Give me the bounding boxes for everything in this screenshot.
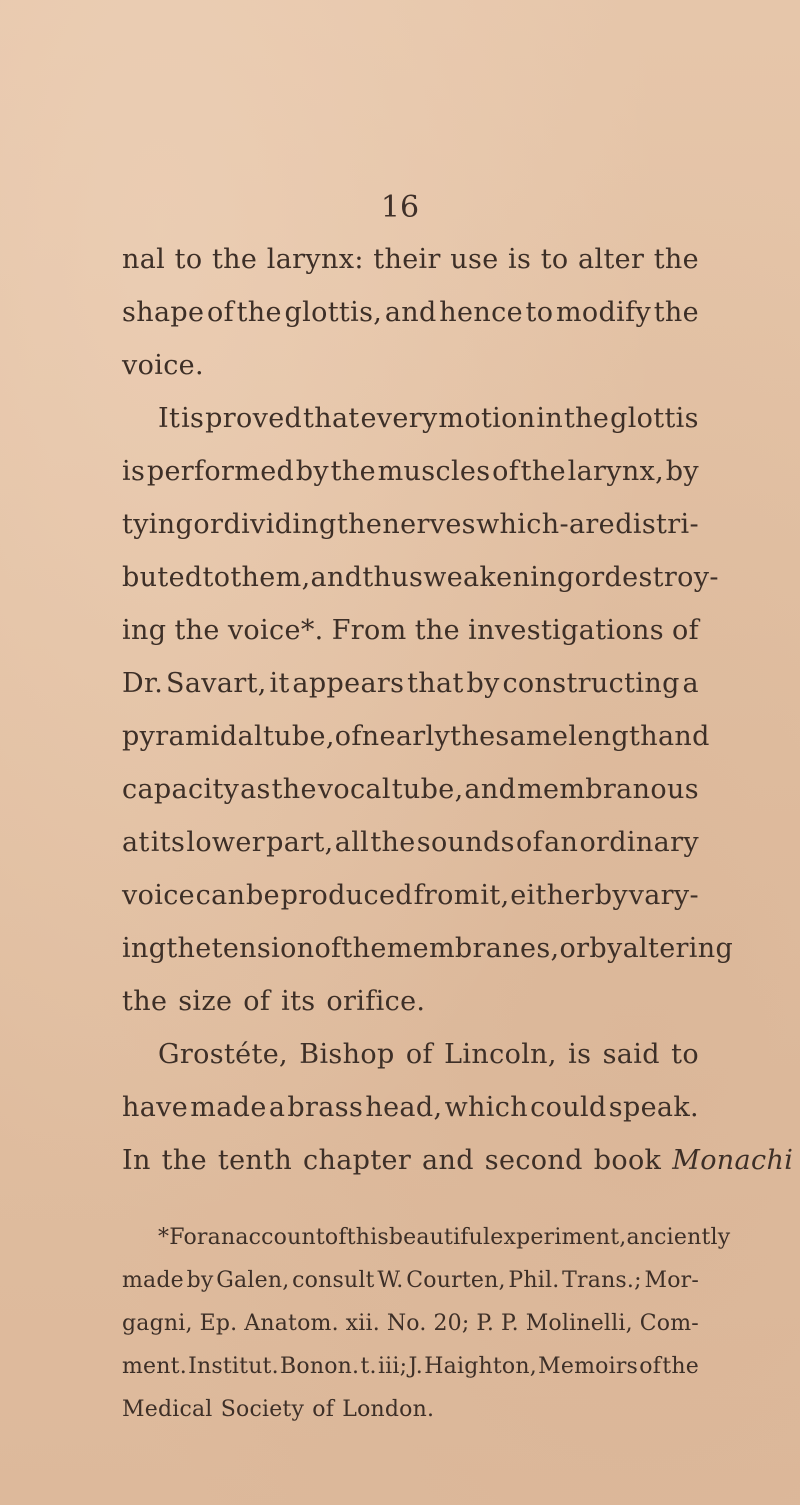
word: xii. [345,1311,380,1336]
word: motion [438,403,536,434]
word: brass [287,1092,364,1123]
word: hence [439,297,523,328]
word: use [450,244,499,275]
word: sounds [416,827,515,858]
word: t. [360,1354,377,1379]
word: investigations [468,615,664,646]
word: alter [578,244,645,275]
word: by [594,880,628,911]
word: that [303,403,360,434]
word: altering [622,933,734,964]
word: P. [501,1311,519,1336]
footnote-line: Medical Society of London. [122,1397,435,1422]
body-line [122,933,734,964]
word: same [495,721,569,752]
word: account [235,1225,325,1250]
page-number: 16 [380,190,420,225]
word: at [122,827,150,858]
word: them, [230,562,311,593]
word: this [346,1225,389,1250]
word: larynx: [266,244,364,275]
word: from [413,880,480,911]
body-line-text: In the tenth chapter and second book [122,1145,673,1176]
word: and [310,562,363,593]
word: part, [266,827,334,858]
word: Lincoln, [444,1039,557,1070]
word: have [122,1092,189,1123]
word: constructing [502,668,680,699]
word: as [240,774,271,805]
word: an [207,1225,236,1250]
word: iii; [377,1354,408,1379]
footnote-line [158,1225,731,1250]
word: pyramidal [122,721,263,752]
body-line [122,615,699,646]
word: the [336,509,383,540]
word: Bishop [299,1039,395,1070]
word: an [544,827,579,858]
word: of [206,297,234,328]
word: Galen, [216,1268,290,1293]
word: tying [122,509,194,540]
word: and [464,774,517,805]
word: is [122,456,146,487]
word: to [525,297,554,328]
word: nearly [361,721,451,752]
word: can [195,880,246,911]
word: in [536,403,564,434]
body-line [122,721,710,752]
word: made [122,1268,184,1293]
word: Trans.; [562,1268,642,1293]
word: ing [122,933,167,964]
word: performed [146,456,295,487]
body-line [122,668,699,699]
word: and [384,297,437,328]
word: is [568,1039,592,1070]
body-line [122,509,699,540]
word: be [245,880,280,911]
word: tube, [391,774,464,805]
word: or [559,933,590,964]
word: J. [408,1354,424,1379]
word: by [466,668,500,699]
body-line [122,562,719,593]
word: From [331,615,407,646]
word: Courten, [406,1268,506,1293]
word: weakening [423,562,575,593]
word: to [540,244,569,275]
word: of [516,827,543,858]
word: Savart, [165,668,267,699]
word: head, [365,1092,443,1123]
word: of [639,1354,662,1379]
word: its [150,827,186,858]
word: the [414,615,460,646]
body-line [158,403,699,434]
word: lower [186,827,265,858]
word: Institut. [188,1354,279,1379]
word: P. [476,1311,495,1336]
body-line [122,1145,793,1176]
word: of [324,1225,347,1250]
word: dividing [223,509,337,540]
word: and [657,721,710,752]
footnote-line [122,1268,699,1293]
word: speak. [608,1092,699,1123]
word: to [671,1039,699,1070]
word: by [665,456,699,487]
body-line [158,1039,699,1070]
word: either [510,880,595,911]
word: the [341,933,387,964]
word: the [370,827,416,858]
word: gagni, [122,1311,193,1336]
word: For [169,1225,208,1250]
word: the [174,615,220,646]
word: ment. [122,1354,187,1379]
body-line [122,880,699,911]
italic-word: Monachi [672,1145,794,1176]
word: capacity [122,774,240,805]
word: modify [555,297,652,328]
word: the [563,403,610,434]
word: ordinary [579,827,699,858]
word: the [271,774,317,805]
word: is [508,244,532,275]
word: thus [362,562,424,593]
word: Molinelli, [525,1311,633,1336]
word: the [211,244,258,275]
word: consult [292,1268,375,1293]
word: Memoirs [538,1354,639,1379]
word: vary- [628,880,699,911]
word: the [330,456,376,487]
word: voice [122,880,195,911]
word: it, [480,880,510,911]
word: Phil. [508,1268,560,1293]
body-line: the size of its orifice. [122,986,426,1017]
word: Anatom. [244,1311,339,1336]
footnote-line [122,1354,699,1379]
word: Ep. [199,1311,238,1336]
word: the [653,244,699,275]
word: a [268,1092,286,1123]
word: membranes, [386,933,560,964]
word: of [334,721,362,752]
word: the [653,297,699,328]
word: Com- [639,1311,699,1336]
body-line [122,827,699,858]
footnote-line [122,1311,699,1336]
word: * [158,1225,170,1250]
word: the [166,933,212,964]
word: produced [280,880,413,911]
word: 20; [433,1311,470,1336]
word: by [186,1268,214,1293]
word: it [269,668,290,699]
word: every [360,403,438,434]
word: the [236,297,282,328]
word: by [295,456,330,487]
word: proved [205,403,303,434]
word: the [450,721,496,752]
word: Grostéte, [158,1039,288,1070]
word: nal [122,244,166,275]
word: of [405,1039,433,1070]
word: by [589,933,623,964]
word: a [682,668,699,699]
word: experiment, [490,1225,627,1250]
word: muscles [377,456,491,487]
word: It [158,403,181,434]
word: of [492,456,520,487]
word: to [202,562,231,593]
word: the [520,456,566,487]
word: larynx, [567,456,665,487]
word: glottis [610,403,699,434]
body-line [122,456,699,487]
body-line: voice. [122,350,204,381]
body-line [122,774,699,805]
word: Haighton, [424,1354,537,1379]
word: tension [211,933,315,964]
word: or [574,562,605,593]
word: voice*. [227,615,324,646]
word: vocal [317,774,391,805]
word: Mor- [644,1268,699,1293]
word: beautiful [388,1225,491,1250]
word: Bonon. [280,1354,360,1379]
word: ing [122,615,167,646]
word: to [174,244,203,275]
word: of [314,933,342,964]
word: the [662,1354,699,1379]
word: appears [292,668,405,699]
word: anciently [626,1225,731,1250]
word: which-are [476,509,615,540]
word: membranous [517,774,699,805]
word: all [334,827,370,858]
word: of [672,615,699,646]
word: Dr. [122,668,164,699]
word: nerves [382,509,476,540]
word: W. [377,1268,404,1293]
word: said [602,1039,660,1070]
word: buted [122,562,203,593]
word: glottis, [284,297,383,328]
word: shape [122,297,205,328]
word: tube, [262,721,335,752]
word: made [190,1092,267,1123]
word: that [407,668,464,699]
body-line [122,244,699,275]
word: could [530,1092,607,1123]
word: which [444,1092,528,1123]
word: destroy- [604,562,719,593]
word: their [373,244,441,275]
word: or [193,509,224,540]
word: No. [386,1311,427,1336]
word: is [181,403,205,434]
word: distri- [615,509,699,540]
word: length [568,721,658,752]
body-line [122,1092,699,1123]
body-line [122,297,699,328]
